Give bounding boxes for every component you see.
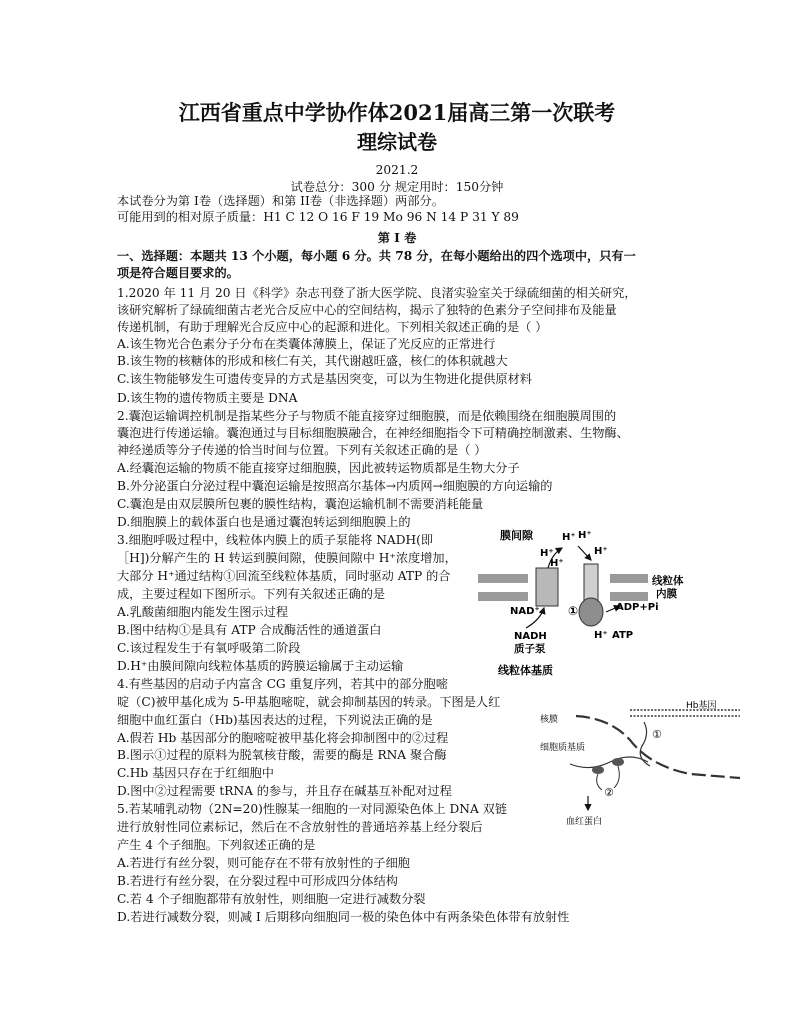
section-title: 第 I 卷 — [377, 231, 417, 245]
peptide-chain — [614, 766, 619, 788]
exam-subtitle: 理综试卷 — [357, 130, 437, 154]
q2-line: 神经递质等分子传递的恰当时间与位置。下列有关叙述正确的是（ ） — [117, 443, 487, 457]
exam-score-time: 试卷总分：300 分 规定用时：150分钟 — [290, 180, 504, 194]
h-plus-label: H⁺ — [562, 532, 576, 543]
q4-line: 细胞中血红蛋白（Hb)基因表达的过程，下列说法正确的是 — [117, 713, 433, 727]
proton-pump-shape — [536, 568, 558, 606]
h-plus-label: H⁺ — [578, 530, 592, 541]
label-matrix: 线粒体基质 — [498, 664, 553, 677]
q5-option-d: D.若进行减数分裂，则减 I 后期移向细胞同一极的染色体中有两条染色体带有放射性 — [117, 910, 570, 924]
atp-label: ATP — [612, 630, 634, 641]
atomic-mass-line: 可能用到的相对原子质量：H1 C 12 O 16 F 19 Mo 96 N 14 P 31 Y 89 — [117, 210, 519, 224]
membrane-lower-band — [478, 592, 528, 601]
step-two-label: ② — [604, 786, 614, 799]
membrane-upper-band — [478, 574, 528, 583]
q1-option-c: C.该生物能够发生可遗传变异的方式是基因突变，可以为生物进化提供原材料 — [117, 372, 532, 386]
label-inner-membrane-1: 线粒体 — [652, 575, 684, 587]
label-intermembrane-space: 膜间隙 — [500, 529, 533, 542]
q1-option-a: A.该生物光合色素分子分布在类囊体薄膜上，保证了光反应的正常进行 — [117, 337, 496, 351]
atp-synthase-channel — [584, 564, 598, 602]
exam-composition: 本试卷分为第 I卷（选择题）和第 II卷（非选择题）两部分。 — [117, 194, 444, 208]
membrane-upper-band — [610, 574, 648, 583]
q3-line: 成，主要过程如下图所示。下列有关叙述正确的是 — [117, 587, 386, 601]
q2-option-d: D.细胞膜上的载体蛋白也是通过囊泡转运到细胞膜上的 — [117, 515, 411, 529]
q5-line: 进行放射性同位素标记，然后在不含放射性的普通培养基上经分裂后 — [117, 820, 483, 834]
q4-option-a: A.假若 Hb 基因部分的胞嘧啶被甲基化将会抑制图中的②过程 — [117, 731, 449, 745]
q3-line: 3.细胞呼吸过程中，线粒体内膜上的质子泵能将 NADH(即 — [117, 533, 434, 547]
q5-option-c: C.若 4 个子细胞都带有放射性，则细胞一定进行减数分裂 — [117, 892, 426, 906]
nad-label: NAD⁺ — [510, 606, 540, 617]
section-intro-line: 项是符合题目要求的。 — [117, 266, 239, 280]
q2-option-a: A.经囊泡运输的物质不能直接穿过细胞膜，因此被转运物质都是生物大分子 — [117, 461, 520, 475]
atp-synthase-head — [579, 598, 603, 626]
h-plus-label: H⁺ — [594, 546, 608, 557]
q4-option-d: D.图中②过程需要 tRNA 的参与，并且存在碱基互补配对过程 — [117, 784, 452, 798]
hb-gene-label: Hb基因 — [686, 701, 717, 711]
proton-arrow — [578, 546, 591, 560]
q1-option-d: D.该生物的遗传物质主要是 DNA — [117, 391, 298, 405]
q3-line: 大部分 H⁺通过结构①回流至线粒体基质，同时驱动 ATP 的合 — [117, 569, 451, 583]
h-plus-label: H⁺ — [594, 630, 608, 641]
hemoglobin-label: 血红蛋白 — [566, 817, 603, 827]
q3-option-a: A.乳酸菌细胞内能发生图示过程 — [117, 605, 289, 619]
adp-label: ADP+Pi — [616, 602, 659, 613]
q4-option-b: B.图示①过程的原料为脱氧核苷酸，需要的酶是 RNA 聚合酶 — [117, 748, 447, 762]
q3-option-c: C.该过程发生于有氧呼吸第二阶段 — [117, 641, 301, 655]
exam-title: 江西省重点中学协作体2021届高三第一次联考 — [178, 100, 616, 125]
q3-option-d: D.H⁺由膜间隙向线粒体基质的跨膜运输属于主动运输 — [117, 659, 404, 673]
section-intro-line: 一、选择题：本题共 13 个小题，每小题 6 分。共 78 分，在每小题给出的四个选项中，只有一 — [117, 249, 636, 263]
q4-line: 4.有些基因的启动子内富含 CG 重复序列，若其中的部分胞嘧 — [117, 677, 448, 691]
proton-pump-label: 质子泵 — [514, 643, 546, 655]
h-plus-label: H⁺ — [540, 548, 554, 559]
q4-line: 啶（C)被甲基化成为 5-甲基胞嘧啶，就会抑制基因的转录。下图是人红 — [117, 695, 501, 709]
q1-option-b: B.该生物的核糖体的形成和核仁有关，其代谢越旺盛，核仁的体积就越大 — [117, 354, 508, 368]
q2-line: 囊泡进行传递运输。囊泡通过与目标细胞膜融合，在神经细胞指令下可精确控制激素、生物酶、 — [117, 426, 629, 440]
nadh-label: NADH — [514, 631, 547, 642]
mitochondria-figure — [470, 524, 684, 684]
q1-line: 1.2020 年 11 月 20 日《科学》杂志刊登了浙大医学院、良渚实验室关于绿硫细菌的相关研究， — [117, 286, 637, 300]
q5-line: 5.若某哺乳动物（2N=20)性腺某一细胞的一对同源染色体上 DNA 双链 — [117, 802, 508, 816]
nuclear-membrane-label: 核膜 — [540, 715, 559, 725]
mrna-strand — [570, 757, 648, 768]
q2-option-c: C.囊泡是由双层膜所包裹的膜性结构，囊泡运输机制不需要消耗能量 — [117, 497, 484, 511]
cytoplasm-label: 细胞质基质 — [540, 743, 586, 753]
hb-expression-figure — [540, 700, 740, 828]
h-plus-label: H⁺ — [550, 558, 564, 569]
ribosome-shape — [612, 758, 624, 766]
q3-line: ［H])分解产生的 H 转运到膜间隙，使膜间隙中 H⁺浓度增加， — [117, 551, 457, 565]
q5-option-a: A.若进行有丝分裂，则可能存在不带有放射性的子细胞 — [117, 856, 410, 870]
membrane-lower-band — [610, 592, 648, 601]
ribosome-shape — [592, 766, 604, 774]
q2-option-b: B.外分泌蛋白分泌过程中囊泡运输是按照高尔基体→内质网→细胞膜的方向运输的 — [117, 479, 553, 493]
q2-line: 2.囊泡运输调控机制是指某些分子与物质不能直接穿过细胞膜，而是依赖围绕在细胞膜周围的 — [117, 409, 617, 423]
q3-option-b: B.图中结构①是具有 ATP 合成酶活性的通道蛋白 — [117, 623, 382, 637]
q5-option-b: B.若进行有丝分裂，在分裂过程中可形成四分体结构 — [117, 874, 398, 888]
step-one-label: ① — [652, 728, 662, 741]
label-inner-membrane-2: 内膜 — [656, 588, 677, 600]
q4-option-c: C.Hb 基因只存在于红细胞中 — [117, 766, 274, 780]
peptide-chain — [597, 774, 602, 790]
q1-line: 传递机制，有助于理解光合反应中心的起源和进化。下列相关叙述正确的是（ ） — [117, 320, 548, 334]
q5-line: 产生 4 个子细胞。下列叙述正确的是 — [117, 838, 316, 852]
q1-line: 该研究解析了绿硫细菌古老光合反应中心的空间结构，揭示了独特的色素分子空间排布及能量 — [117, 303, 617, 317]
structure-one-label: ① — [568, 604, 579, 618]
exam-date: 2021.2 — [375, 163, 419, 177]
